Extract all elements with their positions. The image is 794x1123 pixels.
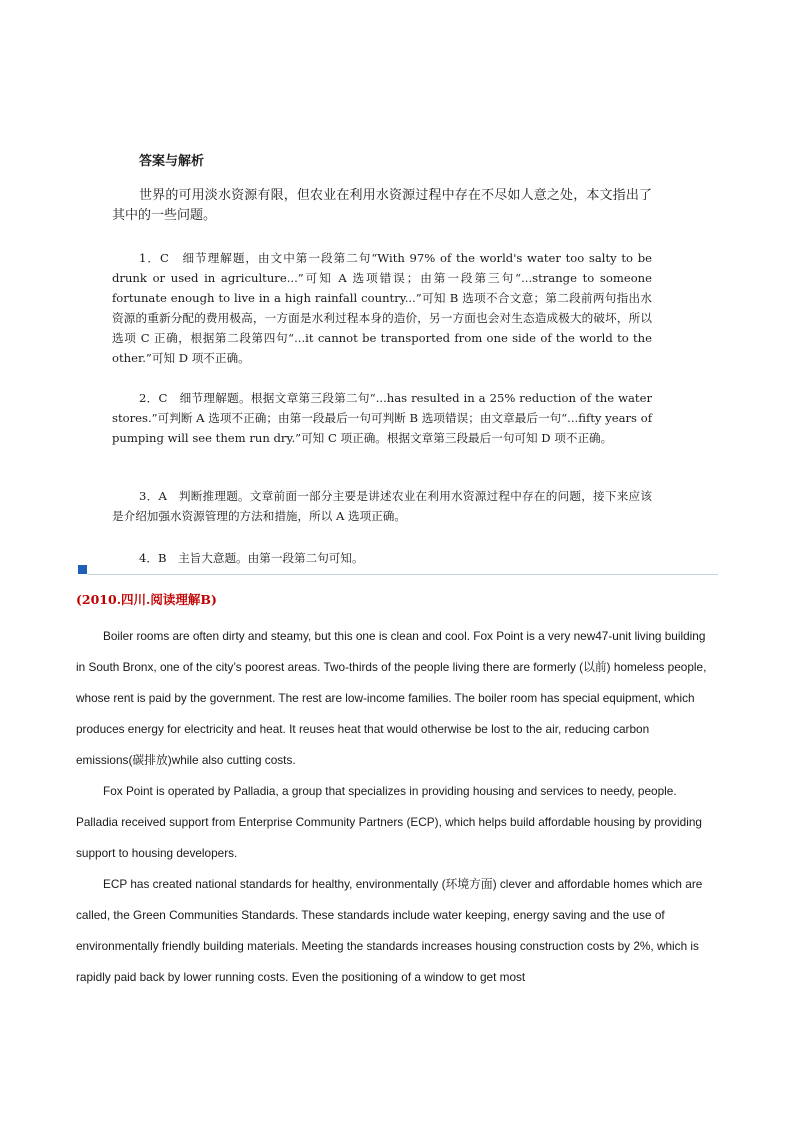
- intro-paragraph: 世界的可用淡水资源有限，但农业在利用水资源过程中存在不尽如人意之处，本文指出了其中的一些问题。: [112, 188, 652, 223]
- reading-passage: [76, 621, 716, 993]
- section-title: 答案与解析: [139, 154, 205, 169]
- answer-item-2: 2．C 细节理解题。根据文章第三段第二句“...has resulted in a 25% reduction of the water stores.”可判断 A 选项不正确；由第一段最后一句可判断 B 选项错误；由文章最后一句“...fifty years of pumping will see them run dry.”可知 C 项正确。根据文章第三段最后一句可知 D 项不正确。: [112, 391, 652, 445]
- passage-paragraph-2: Fox Point is operated by Palladia, a group that specializes in providing housing and services to needy, people. Palladia received support from Enterprise Community Partners (ECP), which helps build affordable housing by providing support to housing developers.: [76, 784, 702, 860]
- passage-source: (2010.四川.阅读理解B): [76, 592, 217, 607]
- passage-paragraph-1: Boiler rooms are often dirty and steamy, but this one is clean and cool. Fox Point is a very new47-unit living building in South Bronx, one of the city’s poorest areas. Two-thirds of the people living there are formerly (以前) homeless people, whose rent is paid by the government. The rest are low-income families. The boiler room has special equipment, which produces energy for electricity and heat. It reuses heat that would otherwise be lost to the air, reducing carbon emissions(碳排放)while also cutting costs.: [76, 629, 707, 767]
- section-divider: [88, 574, 718, 575]
- answer-item-4: 4．B 主旨大意题。由第一段第二句可知。: [139, 551, 364, 565]
- passage-paragraph-3: ECP has created national standards for healthy, environmentally (环境方面) clever and affordable homes which are called, the Green Communities Standards. These standards include water keeping, energy saving and the use of environmentally friendly building materials. Meeting the standards increases housing construction costs by 2%, which is rapidly paid back by lower running costs. Even the positioning of a window to get most: [76, 877, 703, 984]
- image-anchor-marker: [78, 565, 87, 574]
- answer-item-3: 3．A 判断推理题。文章前面一部分主要是讲述农业在利用水资源过程中存在的问题，接下来应该是介绍加强水资源管理的方法和措施，所以 A 选项正确。: [112, 489, 652, 523]
- answer-item-1: 1．C 细节理解题，由文中第一段第二句“With 97% of the world's water too salty to be drunk or used in agriculture...”可知 A 选项错误；由第一段第三句“...strange to someone fortunate enough to live in a high rainfall country...”可知 B 选项不合文意；第二段前两句指出水资源的重新分配的费用极高，一方面是水利过程本身的造价，另一方面也会对生态造成极大的破坏，所以选项 C 正确，根据第二段第四句“...it cannot be transported from one side of the world to the other.”可知 D 项不正确。: [112, 251, 652, 365]
